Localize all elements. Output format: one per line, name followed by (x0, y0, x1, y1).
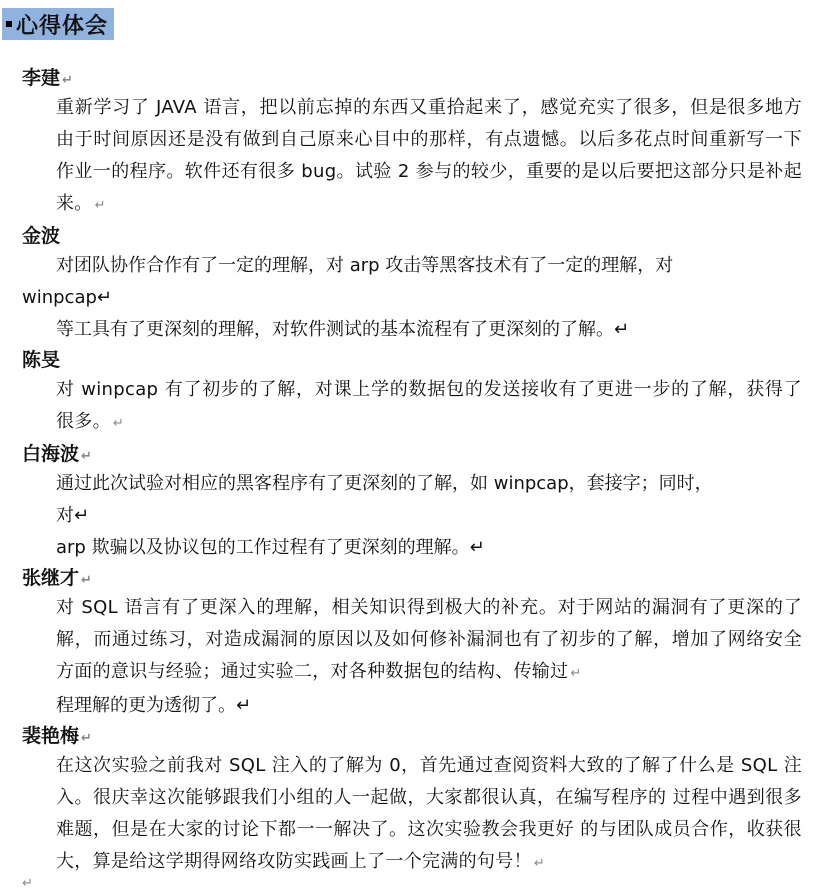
paragraph-mark-icon: ↵ (96, 287, 113, 308)
reflection-line: 对↵ (56, 505, 90, 526)
paragraph-mark-icon: ↵ (94, 198, 106, 213)
paragraph-mark-icon: ↵ (74, 505, 90, 526)
author-name: 李建 ↵ (22, 67, 73, 89)
paragraph-mark-icon: ↵ (570, 666, 582, 681)
bullet-icon (6, 21, 12, 27)
paragraph-mark-icon: ↵ (469, 537, 485, 558)
page-title: 心得体会 (16, 13, 109, 39)
paragraph-mark-icon: ↵ (81, 573, 92, 588)
paragraph-mark-icon: ↵ (81, 449, 92, 464)
reflection-paragraph: 在这次实验之前我对 SQL 注入的了解为 0，首先通过查阅资料大致的了解了什么是 SQL 注入。很庆幸这次能够跟我们小组的人一起做，大家都很认真，在编写程序的 过程中遇到很多难题，但是在大家的讨论下都一一解决了。这次实验教会我更好 的与团队成员合作，收获很大，算是给这学期得网络攻防实践画上了一个完满的句号！ ↵ (56, 755, 802, 872)
paragraph-mark-icon: ↵ (81, 731, 92, 746)
reflection-line: 程理解的更为透彻了。↵ (56, 695, 252, 716)
reflection-line: 通过此次试验对相应的黑客程序有了更深刻的了解，如 winpcap，套接字；同时， (56, 473, 713, 494)
paragraph-mark-icon: ↵ (533, 856, 546, 871)
reflection-paragraph: 对 SQL 语言有了更深入的理解，相关知识得到极大的补充。对于网站的漏洞有了更深的了解，而通过练习，对造成漏洞的原因以及如何修补漏洞也有了初步的了解，增加了网络安全方面的意识与经验；通过实验二，对各种数据包的结构、传输过 ↵ (56, 597, 802, 682)
reflection-paragraph: 重新学习了 JAVA 语言，把以前忘掉的东西又重拾起来了，感觉充实了很多，但是很多地方由于时间原因还是没有做到自己原来心目中的那样，有点遗憾。以后多花点时间重新写一下作业一的程序。软件还有很多 bug。试验 2 参与的较少，重要的是以后要把这部分只是补起来。 ↵ (56, 97, 802, 214)
paragraph-mark-icon: ↵ (236, 695, 252, 716)
paragraph-mark-icon: ↵ (62, 73, 73, 88)
paragraph-mark-icon: ↵ (22, 876, 33, 891)
paragraph-mark-icon: ↵ (112, 416, 125, 431)
reflection-paragraph: 对 winpcap 有了初步的了解，对课上学的数据包的发送接收有了更进一步的了解，获得了很多。 ↵ (56, 379, 802, 432)
author-name: 金波 (22, 225, 61, 247)
document-body (22, 64, 812, 880)
reflection-line: 等工具有了更深刻的理解，对软件测试的基本流程有了更深刻的了解。↵ (56, 319, 630, 340)
author-name: 裴艳梅 ↵ (22, 725, 92, 747)
reflection-line: 对团队协作合作有了一定的理解，对 arp 攻击等黑客技术有了一定的理解，对 (56, 255, 674, 276)
paragraph-mark-icon: ↵ (614, 319, 630, 340)
reflection-line: winpcap↵ (22, 287, 113, 308)
author-name: 张继才 ↵ (22, 567, 92, 589)
author-name: 白海波 ↵ (22, 443, 92, 465)
section-heading (2, 8, 114, 40)
reflection-line: arp 欺骗以及协议包的工作过程有了更深刻的理解。↵ (56, 537, 485, 558)
author-name: 陈旻 (22, 349, 61, 371)
